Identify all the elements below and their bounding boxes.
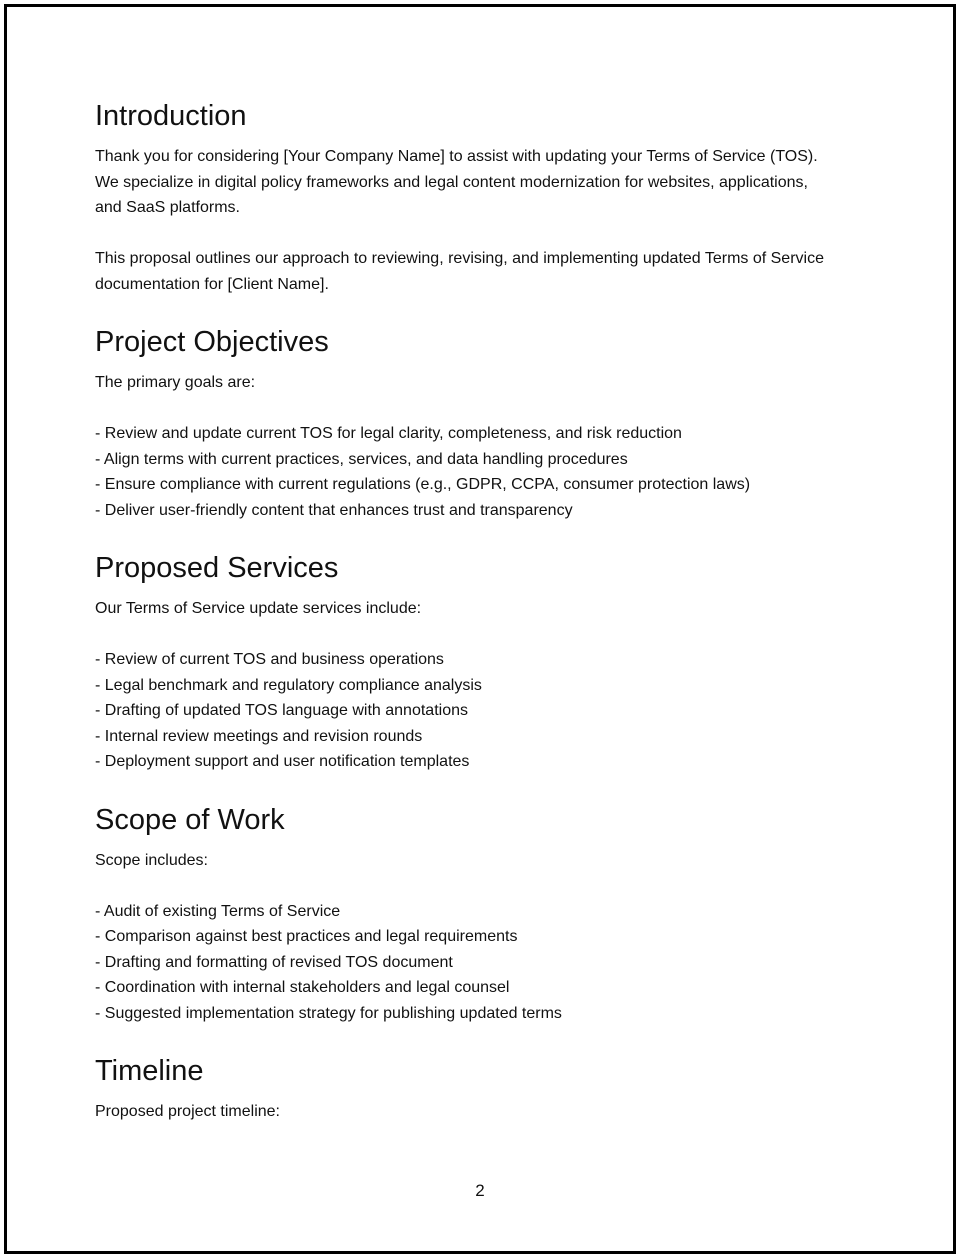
list-item: - Review and update current TOS for legal clarity, completeness, and risk reduction: [95, 425, 682, 442]
heading-scope-of-work: Scope of Work: [95, 803, 285, 836]
objectives-intro: The primary goals are:: [95, 374, 256, 391]
heading-proposed-services: Proposed Services: [95, 552, 339, 584]
heading-project-objectives: Project Objectives: [95, 326, 329, 358]
list-item: - Drafting of updated TOS language with annotations: [95, 702, 468, 719]
list-item: - Deployment support and user notification templates: [95, 753, 470, 770]
section-project-objectives: [95, 322, 885, 523]
list-item: - Audit of existing Terms of Service: [95, 902, 341, 920]
heading-timeline: Timeline: [95, 1055, 204, 1087]
list-item: - Ensure compliance with current regulations (e.g., GDPR, CCPA, consumer protection laws): [95, 476, 751, 493]
objectives-list: [95, 421, 885, 523]
list-item: - Drafting and formatting of revised TOS document: [95, 953, 453, 971]
page-number: 2: [475, 1181, 485, 1200]
list-item: - Deliver user-friendly content that enhances trust and transparency: [95, 501, 573, 519]
services-list: [95, 647, 885, 775]
list-item: - Comparison against best practices and legal requirements: [95, 928, 518, 945]
section-proposed-services: [95, 548, 885, 775]
text-line: This proposal outlines our approach to reviewing, revising, and implementing updated Terms of Service: [95, 250, 824, 267]
timeline-intro: Proposed project timeline:: [95, 1103, 280, 1120]
document-body: [95, 96, 885, 1125]
list-item: - Legal benchmark and regulatory compliance analysis: [95, 676, 482, 694]
text-line: documentation for [Client Name].: [95, 275, 329, 293]
intro-paragraph-2: [95, 246, 885, 297]
text-line: Thank you for considering [Your Company Name] to assist with updating your Terms of Service (TOS).: [95, 148, 818, 165]
section-timeline: [95, 1051, 885, 1125]
heading-introduction: Introduction: [95, 100, 247, 132]
section-scope-of-work: [95, 800, 885, 1027]
services-intro: Our Terms of Service update services include:: [95, 600, 422, 617]
list-item: - Suggested implementation strategy for publishing updated terms: [95, 1004, 562, 1022]
text-line: and SaaS platforms.: [95, 199, 240, 216]
section-introduction: [95, 96, 885, 297]
scope-list: [95, 899, 885, 1027]
text-line: We specialize in digital policy frameworks and legal content modernization for websites, applications,: [95, 173, 808, 191]
list-item: - Align terms with current practices, services, and data handling procedures: [95, 450, 628, 468]
scope-intro: Scope includes:: [95, 851, 208, 869]
list-item: - Review of current TOS and business operations: [95, 651, 444, 668]
list-item: - Internal review meetings and revision rounds: [95, 727, 423, 745]
list-item: - Coordination with internal stakeholders and legal counsel: [95, 979, 510, 996]
intro-paragraph-1: [95, 144, 885, 221]
